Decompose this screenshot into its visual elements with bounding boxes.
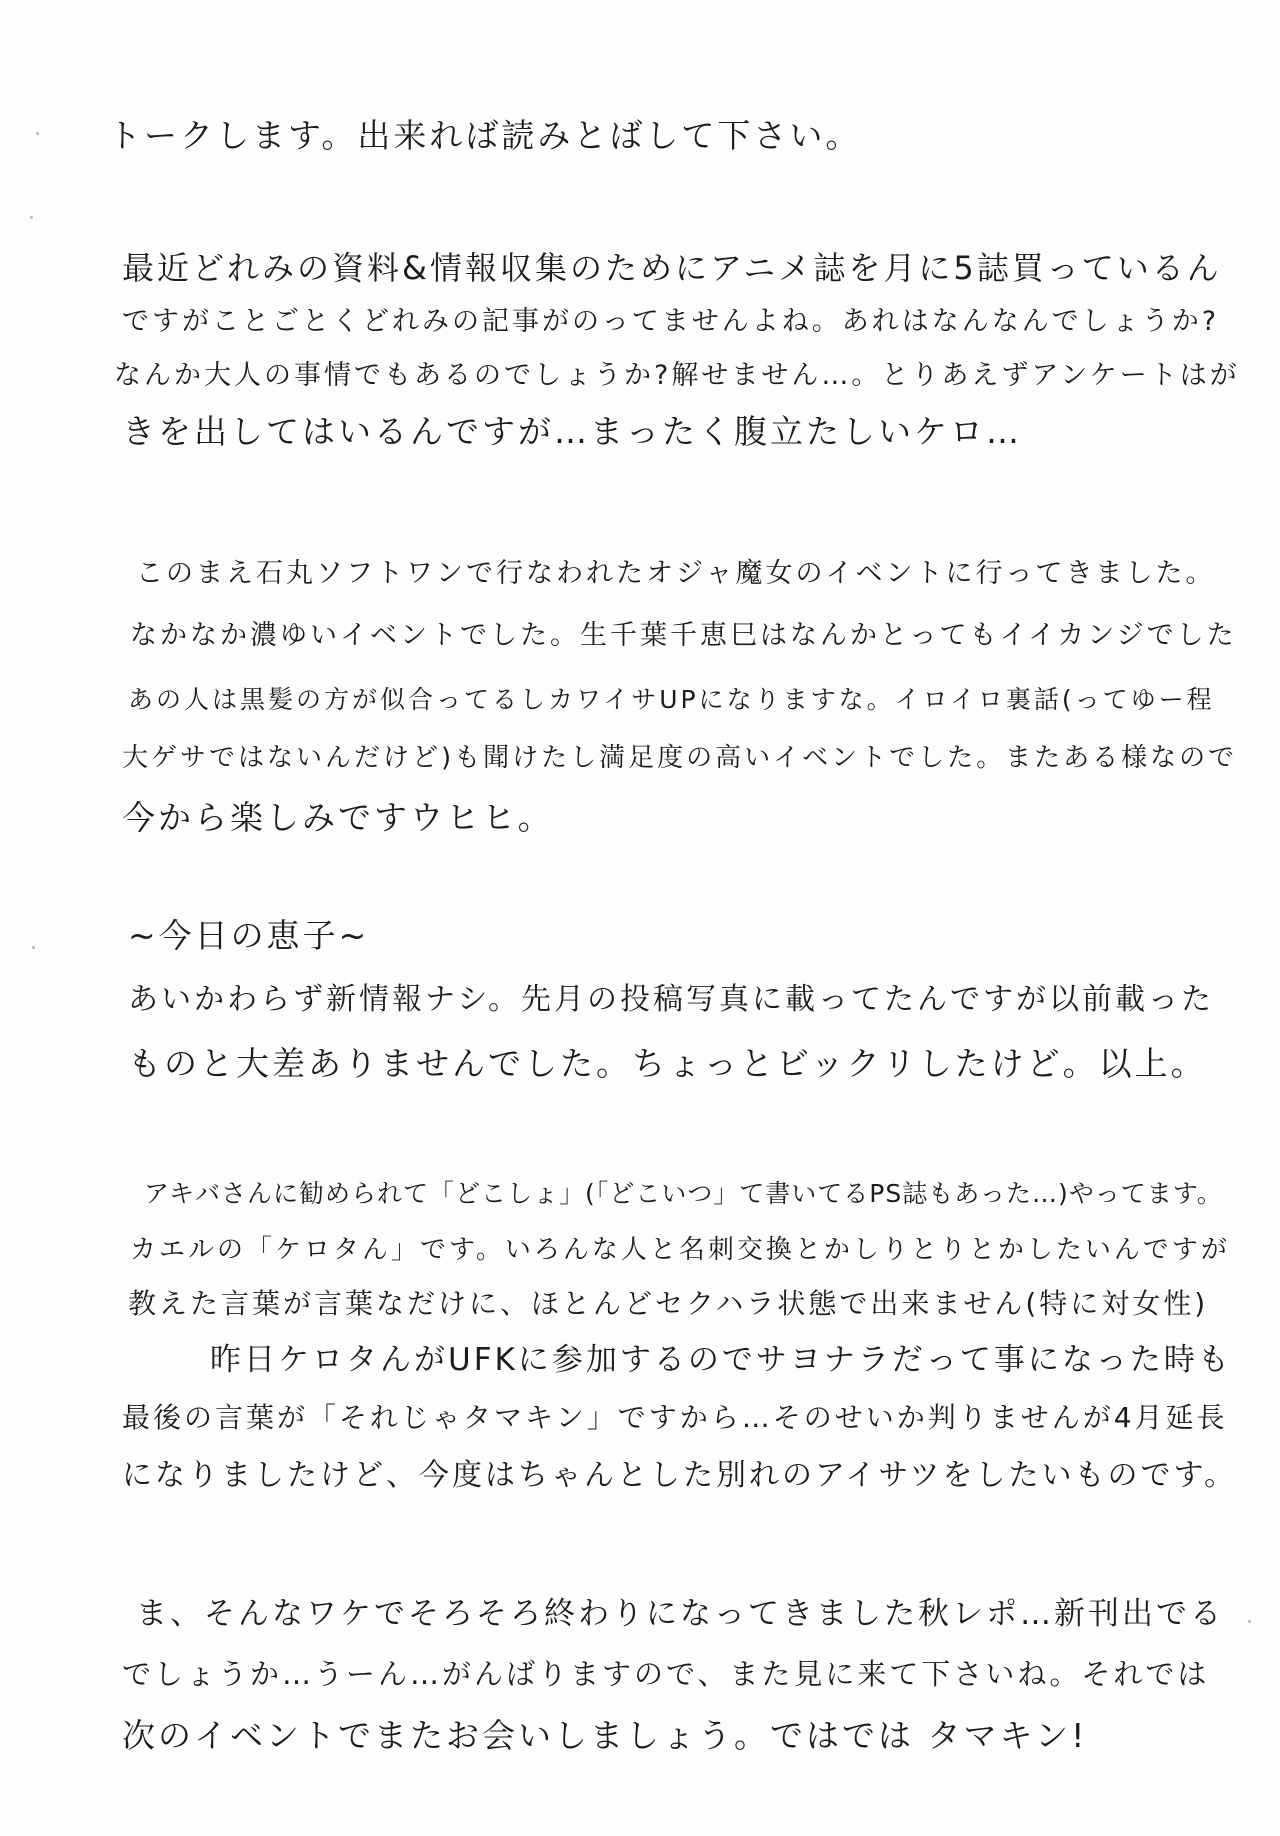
text-line-p4-2: カエルの「ケロタん」です。いろんな人と名刺交換とかしりとりとかしたいんですが bbox=[130, 1235, 1230, 1265]
text-line-p4-6: になりましたけど、今度はちゃんとした別れのアイサツをしたいものです。 bbox=[122, 1458, 1238, 1493]
text-line-p5-2: でしょうか…うーん…がんばりますので、また見に来て下さいね。それでは bbox=[122, 1657, 1210, 1691]
text-line-p1-3: なんか大人の事情でもあるのでしょうか?解せません…。とりあえずアンケートはが bbox=[114, 360, 1240, 391]
text-line-p1-2: ですがことごとくどれみの記事がのってませんよね。あれはなんなんでしょうか? bbox=[122, 306, 1220, 337]
text-line-p4-1: アキバさんに勧められて「どこしょ」(「どこいつ」て書いてるPS誌もあった…)やってます。 bbox=[144, 1179, 1223, 1208]
text-line-intro: トークします。出来れば読みとばして下さい。 bbox=[108, 116, 862, 155]
text-line-p2-3: あの人は黒髪の方が似合ってるしカワイサUPになりますな。イロイロ裏話(ってゆー程 bbox=[128, 685, 1215, 714]
text-line-p5-3: 次のイベントでまたお会いしましょう。ではでは タマキン! bbox=[122, 1716, 1088, 1755]
text-line-p2-2: なかなか濃ゆいイベントでした。生千葉千恵巳はなんかとってもイイカンジでした bbox=[130, 620, 1237, 651]
paper-speck bbox=[36, 132, 39, 135]
text-line-p3-2: ものと大差ありませんでした。ちょっとビックリしたけど。以上。 bbox=[128, 1044, 1207, 1083]
text-line-p1-4: きを出してはいるんですが…まったく腹立たしいケロ… bbox=[122, 412, 1022, 451]
text-line-p1-1: 最近どれみの資料&情報収集のためにアニメ誌を月に5誌買っているん bbox=[122, 249, 1222, 287]
text-line-p5-1: ま、そんなワケでそろそろ終わりになってきました秋レポ…新刊出でる bbox=[136, 1596, 1224, 1632]
text-line-p4-5: 最後の言葉が「それじゃタマキン」ですから…そのせいか判りませんが4月延長 bbox=[122, 1401, 1228, 1434]
text-line-p3-1: あいかわらず新情報ナシ。先月の投稿写真に載ってたんですが以前載った bbox=[128, 982, 1214, 1017]
text-line-p2-4: 大ゲサではないんだけど)も聞けたし満足度の高いイベントでした。またある様なので bbox=[122, 743, 1238, 773]
paper-speck bbox=[30, 216, 33, 219]
text-line-p4-3: 教えた言葉が言葉なだけに、ほとんどセクハラ状態で出来ません(特に対女性) bbox=[128, 1287, 1209, 1320]
paper-speck bbox=[1248, 1620, 1251, 1623]
text-line-p2-5: 今から楽しみですウヒヒ。 bbox=[122, 798, 554, 837]
paper-speck bbox=[32, 946, 35, 949]
text-line-p2-1: このまえ石丸ソフトワンで行なわれたオジャ魔女のイベントに行ってきました。 bbox=[136, 558, 1216, 589]
text-line-p4-4: 昨日ケロタんがUFKに参加するのでサヨナラだって事になった時も bbox=[210, 1342, 1232, 1378]
section-heading-keiko: ~今日の恵子~ bbox=[128, 916, 370, 955]
